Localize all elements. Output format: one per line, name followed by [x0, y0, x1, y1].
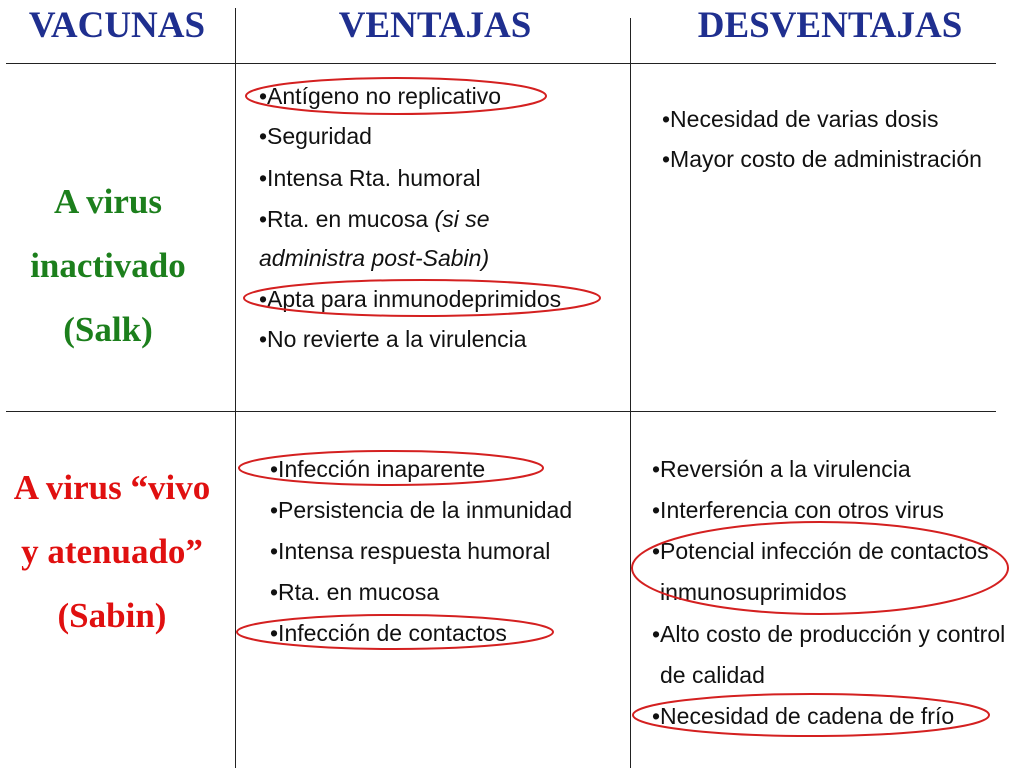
sabin-desventaja-3: •Potencial infección de contactos — [652, 538, 989, 564]
salk-ventaja-1: •Antígeno no replicativo — [259, 83, 502, 109]
sabin-ventaja-4: •Rta. en mucosa — [270, 579, 440, 605]
salk-ventaja-4 — [259, 205, 489, 233]
salk-ventaja-5: •Apta para inmunodeprimidos — [259, 286, 562, 312]
divider-vertical-left — [235, 8, 236, 768]
salk-ventaja-3: •Intensa Rta. humoral — [259, 165, 481, 191]
salk-ventaja-4-note: (si se — [434, 206, 490, 232]
salk-ventaja-6: •No revierte a la virulencia — [259, 326, 527, 352]
sabin-ventaja-3: •Intensa respuesta humoral — [270, 538, 551, 564]
vaccine-sabin-label — [4, 456, 220, 648]
salk-ventaja-4-text: •Rta. en mucosa — [259, 206, 435, 232]
header-vacunas: VACUNAS — [28, 5, 206, 46]
sabin-ventaja-5: •Infección de contactos — [270, 620, 507, 646]
vaccine-salk-line-1: A virus — [54, 182, 162, 221]
vaccine-sabin-line-1: A virus “vivo — [13, 468, 211, 507]
sabin-desventaja-4: •Alto costo de producción y control — [652, 621, 1006, 647]
vaccine-salk-line-3: (Salk) — [63, 310, 153, 349]
sabin-ventaja-2: •Persistencia de la inmunidad — [270, 497, 573, 523]
salk-ventaja-4-cont — [259, 244, 489, 272]
header-ventajas: VENTAJAS — [338, 5, 532, 46]
salk-ventaja-4-note-cont: administra post-Sabin) — [259, 245, 490, 271]
divider-vertical-right — [630, 18, 631, 768]
divider-horizontal-top — [6, 63, 996, 64]
sabin-desventaja-5: •Necesidad de cadena de frío — [652, 703, 955, 729]
header-desventajas: DESVENTAJAS — [697, 5, 963, 46]
vaccine-sabin-line-3: (Sabin) — [57, 596, 167, 635]
salk-ventaja-2: •Seguridad — [259, 123, 372, 149]
sabin-desventaja-4-cont: de calidad — [660, 662, 765, 688]
vaccine-salk-label — [8, 170, 208, 362]
vaccine-sabin-line-2: y atenuado” — [21, 532, 203, 571]
sabin-desventaja-1: •Reversión a la virulencia — [652, 456, 911, 482]
vaccine-salk-line-2: inactivado — [30, 246, 186, 285]
salk-desventaja-1: •Necesidad de varias dosis — [662, 106, 939, 132]
sabin-desventaja-3-cont: inmunosuprimidos — [660, 579, 847, 605]
divider-horizontal-middle — [6, 411, 996, 412]
sabin-desventaja-2: •Interferencia con otros virus — [652, 497, 944, 523]
salk-desventaja-2: •Mayor costo de administración — [662, 146, 982, 172]
sabin-ventaja-1: •Infección inaparente — [270, 456, 486, 482]
